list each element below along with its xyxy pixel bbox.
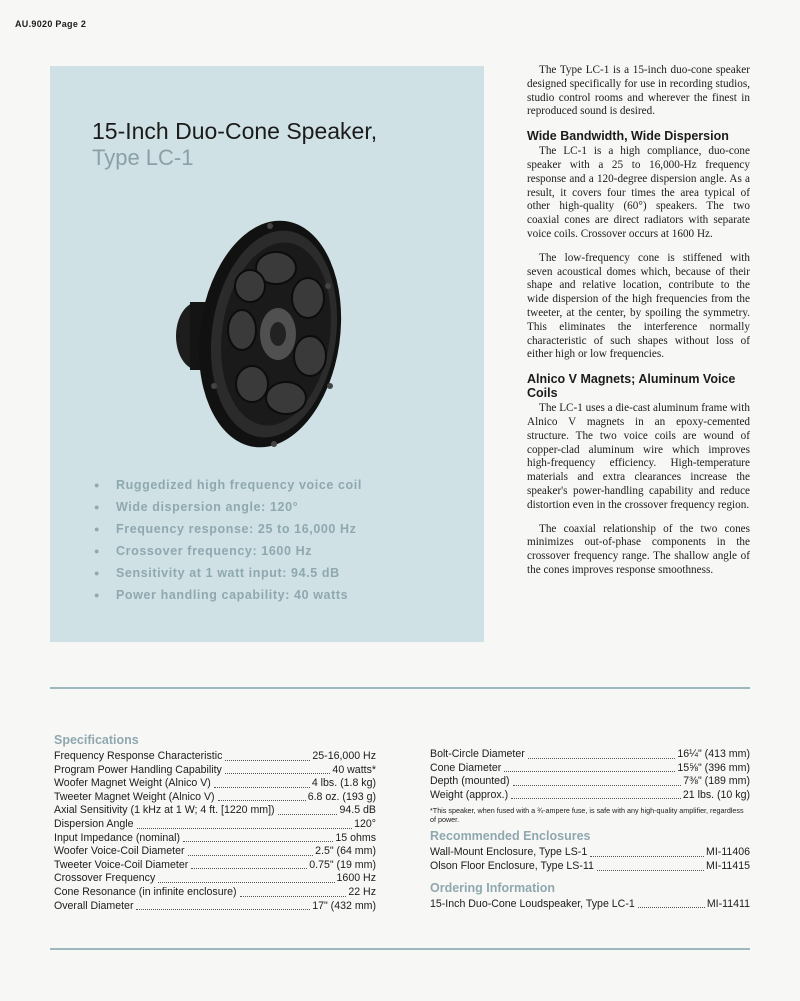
spec-row: Frequency Response Characteristic 25-16,000 Hz — [54, 750, 376, 762]
spec-row: Axial Sensitivity (1 kHz at 1 W; 4 ft. [1220 mm]) 94.5 dB — [54, 804, 376, 817]
specifications-right — [430, 748, 750, 911]
spec-row: Cone Diameter 15⅝" (396 mm) — [430, 761, 750, 774]
list-item: ● Wide dispersion angle: 120° — [94, 496, 362, 518]
list-item: ● Ruggedized high frequency voice coil — [94, 474, 362, 496]
spec-row: Dispersion Angle 120° — [54, 817, 376, 830]
paragraph: The coaxial relationship of the two cones minimizes out-of-phase components in the crossover frequency range. The shallow angle of the cones improves response smoothness. — [527, 522, 750, 576]
page-subtitle: Type LC-1 — [92, 145, 194, 170]
spec-row: Tweeter Magnet Weight (Alnico V) 6.8 oz. (193 g) — [54, 790, 376, 803]
spec-row: Program Power Handling Capability 40 watts* — [54, 763, 376, 776]
enclosure-row: Wall-Mount Enclosure, Type LS-1 MI-11406 — [430, 846, 750, 859]
spec-row: Cone Resonance (in infinite enclosure) 22 Hz — [54, 885, 376, 898]
divider — [50, 687, 750, 689]
feature-list — [94, 474, 362, 606]
speaker-photo — [170, 206, 350, 466]
section-heading: Alnico V Magnets; Aluminum Voice Coils — [527, 372, 736, 401]
list-item: ● Crossover frequency: 1600 Hz — [94, 540, 362, 562]
spec-row: Input Impedance (nominal) 15 ohms — [54, 831, 376, 844]
spec-row: Tweeter Voice-Coil Diameter 0.75" (19 mm) — [54, 858, 376, 871]
specifications-left — [54, 732, 376, 913]
paragraph: The LC-1 is a high compliance, duo-cone speaker with a 25 to 16,000-Hz frequency response and a 120-degree dispersion angle. As a result, it covers four times the area typical of other high-quality (60°) speakers. The two coaxial cones are direct radiators with separate voice coils. Crossover occurs at 1600 Hz. — [527, 145, 750, 240]
footnote: *This speaker, when fused with a ¾-ampere fuse, is safe with any high-quality amplifier, regardless of power. — [430, 806, 744, 825]
spec-row: Overall Diameter 17" (432 mm) — [54, 899, 376, 912]
spec-row: Weight (approx.) 21 lbs. (10 kg) — [430, 788, 750, 801]
spec-row: Depth (mounted) 7⅜" (189 mm) — [430, 775, 750, 788]
ordering-row: 15-Inch Duo-Cone Loudspeaker, Type LC-1 MI-11411 — [430, 897, 750, 910]
paragraph: The LC-1 uses a die-cast aluminum frame with Alnico V magnets in an epoxy-cemented structure. The two voice coils are wound of copper-clad aluminum wire which improves high-frequency efficiency. High-temperature materials and extra clearances increase the speaker's power-handling capability and reduce distortion even in the crossover frequency region. — [527, 402, 750, 511]
spec-row: Woofer Voice-Coil Diameter 2.5" (64 mm) — [54, 845, 376, 858]
ordering-heading: Ordering Information — [430, 880, 555, 895]
specs-heading: Specifications — [54, 733, 139, 747]
list-item: ● Power handling capability: 40 watts — [94, 584, 362, 606]
list-item: ● Sensitivity at 1 watt input: 94.5 dB — [94, 562, 362, 584]
paragraph: The low-frequency cone is stiffened with seven acoustical domes which, because of their shape and relative location, contribute to the wide dispersion of the high frequencies from the tweeter, at the center, by spoiling the symmetry. This eliminates the interference normally characteristic of such shapes without loss of either high or low frequencies. — [527, 251, 750, 361]
feature-panel — [50, 66, 484, 642]
enclosure-row: Olson Floor Enclosure, Type LS-11 MI-11415 — [430, 859, 750, 872]
body-text — [527, 64, 750, 588]
enclosures-heading: Recommended Enclosures — [430, 829, 591, 844]
section-heading: Wide Bandwidth, Wide Dispersion — [527, 129, 729, 144]
spec-row: Woofer Magnet Weight (Alnico V) 4 lbs. (1.8 kg) — [54, 777, 376, 790]
page-label: AU.9020 Page 2 — [15, 19, 87, 29]
page-title: 15-Inch Duo-Cone Speaker, — [92, 118, 378, 144]
spec-row: Bolt-Circle Diameter 16¼" (413 mm) — [430, 748, 750, 760]
intro-paragraph: The Type LC-1 is a 15-inch duo-cone speaker designed specifically for use in recording studios, studio control rooms and wherever the finest in reproduced sound is desired. — [527, 64, 750, 118]
speaker-illustration — [170, 206, 350, 466]
list-item: ● Frequency response: 25 to 16,000 Hz — [94, 518, 362, 540]
divider — [50, 948, 750, 950]
spec-row: Crossover Frequency 1600 Hz — [54, 872, 376, 885]
